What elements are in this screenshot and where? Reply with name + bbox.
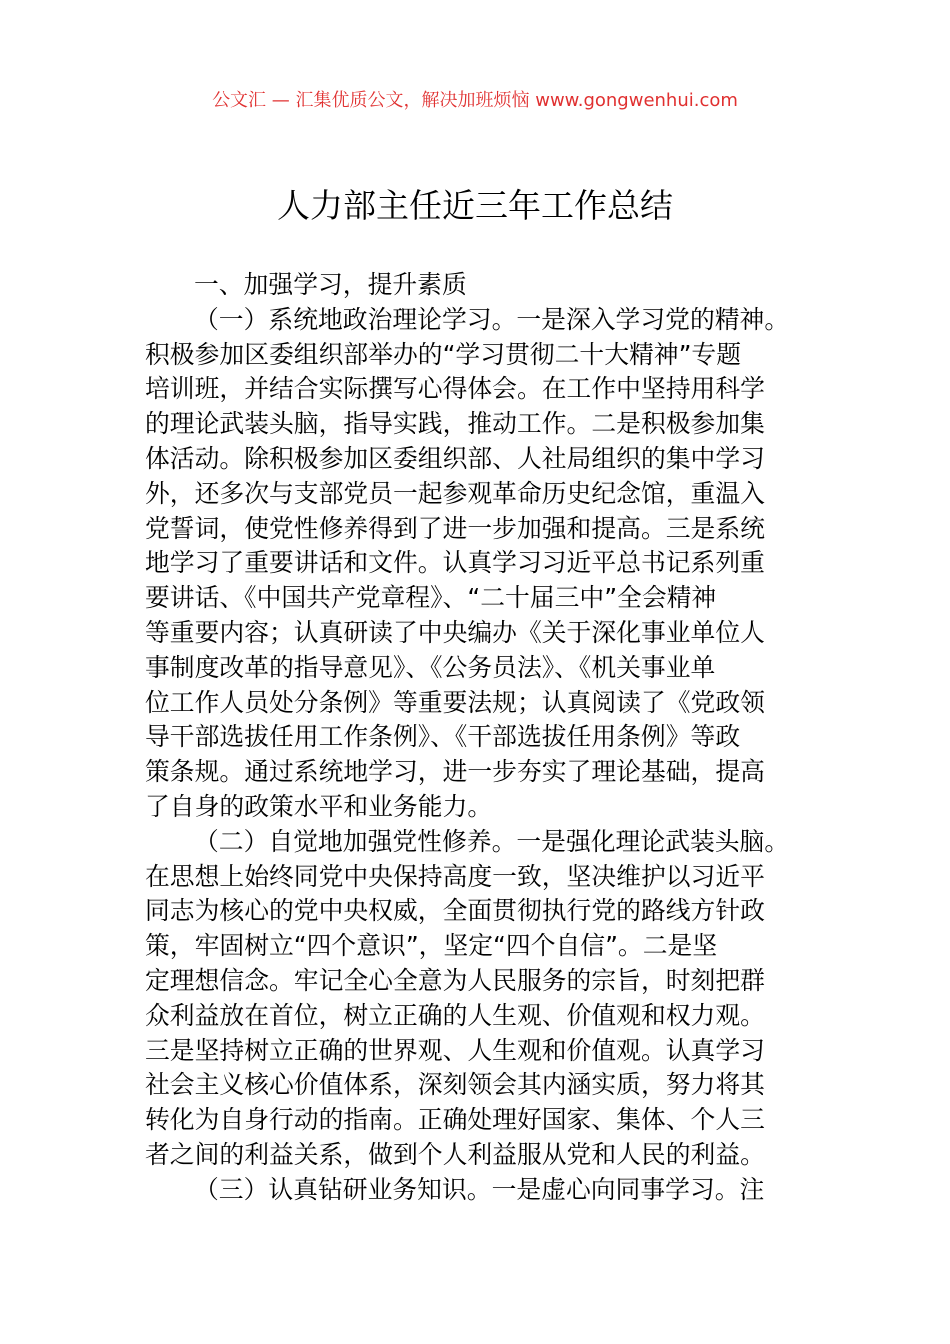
paragraph-line: 位工作人员处分条例》等重要法规；认真阅读了《党政领: [145, 687, 765, 717]
paragraph-line: 积极参加区委组织部举办的“学习贯彻二十大精神”专题: [145, 339, 742, 369]
paragraph-line: 者之间的利益关系，做到个人利益服从党和人民的利益。: [145, 1139, 765, 1169]
paragraph-line: 等重要内容；认真研读了中央编办《关于深化事业单位人: [145, 617, 765, 647]
paragraph-line: 策条规。通过系统地学习，进一步夯实了理论基础，提高: [145, 757, 765, 787]
paragraph-line: 地学习了重要讲话和文件。认真学习习近平总书记系列重: [145, 548, 765, 578]
document-title: 人力部主任近三年工作总结: [277, 186, 673, 225]
header-watermark-text: 公文汇 — 汇集优质公文，解决加班烦恼 www.gongwenhui.com: [212, 90, 738, 111]
paragraph-line: 事制度改革的指导意见》、《公务员法》、《机关事业单: [145, 652, 716, 682]
paragraph-line: 了自身的政策水平和业务能力。: [145, 791, 493, 821]
paragraph-line: 同志为核心的党中央权威，全面贯彻执行党的路线方针政: [145, 896, 765, 926]
paragraph-line: 要讲话、《中国共产党章程》、“二十届三中”全会精神: [145, 583, 717, 613]
paragraph-line: 社会主义核心价值体系，深刻领会其内涵实质，努力将其: [145, 1070, 765, 1100]
paragraph-line: 培训班，并结合实际撰写心得体会。在工作中坚持用科学: [145, 374, 765, 404]
paragraph-line: 策，牢固树立“四个意识”，坚定“四个自信”。二是坚: [145, 931, 718, 961]
paragraph-line: 体活动。除积极参加区委组织部、人社局组织的集中学习: [145, 443, 765, 473]
paragraph-line: 外，还多次与支部党员一起参观革命历史纪念馆，重温入: [145, 478, 765, 508]
paragraph-line: 三是坚持树立正确的世界观、人生观和价值观。认真学习: [145, 1035, 765, 1065]
document-body: [145, 268, 817, 1208]
section-heading: 一、加强学习，提升素质: [194, 270, 467, 299]
paragraph-line: 定理想信念。牢记全心全意为人民服务的宗旨，时刻把群: [145, 965, 765, 995]
paragraph-line: （一）系统地政治理论学习。一是深入学习党的精神。: [194, 304, 790, 334]
paragraph-line: 导干部选拔任用工作条例》、《干部选拔任用条例》等政: [145, 722, 741, 752]
paragraph-line: 的理论武装头脑，指导实践，推动工作。二是积极参加集: [145, 409, 765, 439]
paragraph-line: 众利益放在首位，树立正确的人生观、价值观和权力观。: [145, 1000, 765, 1030]
paragraph-line: （三）认真钻研业务知识。一是虚心向同事学习。注: [194, 1174, 765, 1204]
paragraph-line: （二）自觉地加强党性修养。一是强化理论武装头脑。: [194, 826, 790, 856]
paragraph-line: 转化为自身行动的指南。正确处理好国家、集体、个人三: [145, 1105, 765, 1135]
paragraph-line: 在思想上始终同党中央保持高度一致，坚决维护以习近平: [145, 861, 765, 891]
paragraph-line: 党誓词，使党性修养得到了进一步加强和提高。三是系统: [145, 513, 765, 543]
